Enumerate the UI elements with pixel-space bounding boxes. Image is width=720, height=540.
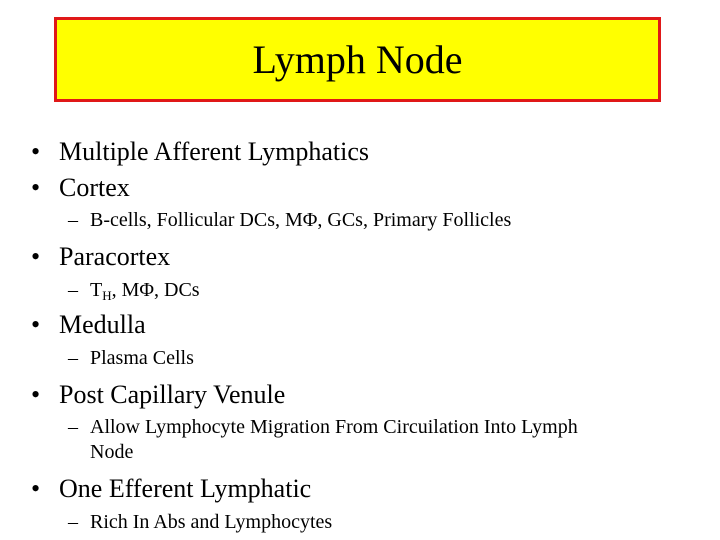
dash-marker: –: [68, 279, 78, 301]
slide-title: Lymph Node: [252, 36, 463, 82]
sub-item-text-line2: Node: [90, 441, 134, 463]
bullet-marker: •: [31, 380, 41, 409]
sub-item-text: B-cells, Follicular DCs, MΦ, GCs, Primary Follicles: [90, 209, 512, 231]
sub-item-text: Plasma Cells: [90, 347, 194, 369]
bullet-marker: •: [31, 137, 41, 166]
bullet-item: [31, 380, 285, 410]
bullet-marker: •: [31, 310, 41, 339]
sub-item: [68, 510, 332, 535]
sub-item: [68, 346, 194, 371]
bullet-text: Multiple Afferent Lymphatics: [59, 137, 370, 166]
dash-marker: –: [68, 416, 78, 438]
bullet-marker: •: [31, 173, 41, 202]
th-subscript: H: [102, 288, 112, 303]
bullet-text: Medulla: [59, 310, 146, 339]
dash-marker: –: [68, 511, 78, 533]
sub-item: [68, 415, 578, 465]
dash-marker: –: [68, 209, 78, 231]
bullet-text: Paracortex: [59, 242, 171, 271]
sub-item-text: [90, 278, 200, 308]
th-letter: T: [90, 279, 103, 301]
bullet-text: Cortex: [59, 173, 130, 202]
bullet-text: One Efferent Lymphatic: [59, 474, 312, 503]
sub-item: [68, 278, 200, 308]
th-rest: , MΦ, DCs: [111, 279, 200, 301]
bullet-item: [31, 137, 369, 167]
bullet-item: [31, 242, 170, 272]
bullet-marker: •: [31, 474, 41, 503]
bullet-item: [31, 474, 311, 504]
bullet-marker: •: [31, 242, 41, 271]
bullet-item: [31, 310, 146, 340]
sub-item-text-line1: Allow Lymphocyte Migration From Circuilation Into Lymph: [90, 416, 578, 438]
bullet-item: [31, 173, 130, 203]
dash-marker: –: [68, 347, 78, 369]
sub-item-text: Rich In Abs and Lymphocytes: [90, 511, 333, 533]
bullet-text: Post Capillary Venule: [59, 380, 286, 409]
sub-item: [68, 208, 511, 233]
